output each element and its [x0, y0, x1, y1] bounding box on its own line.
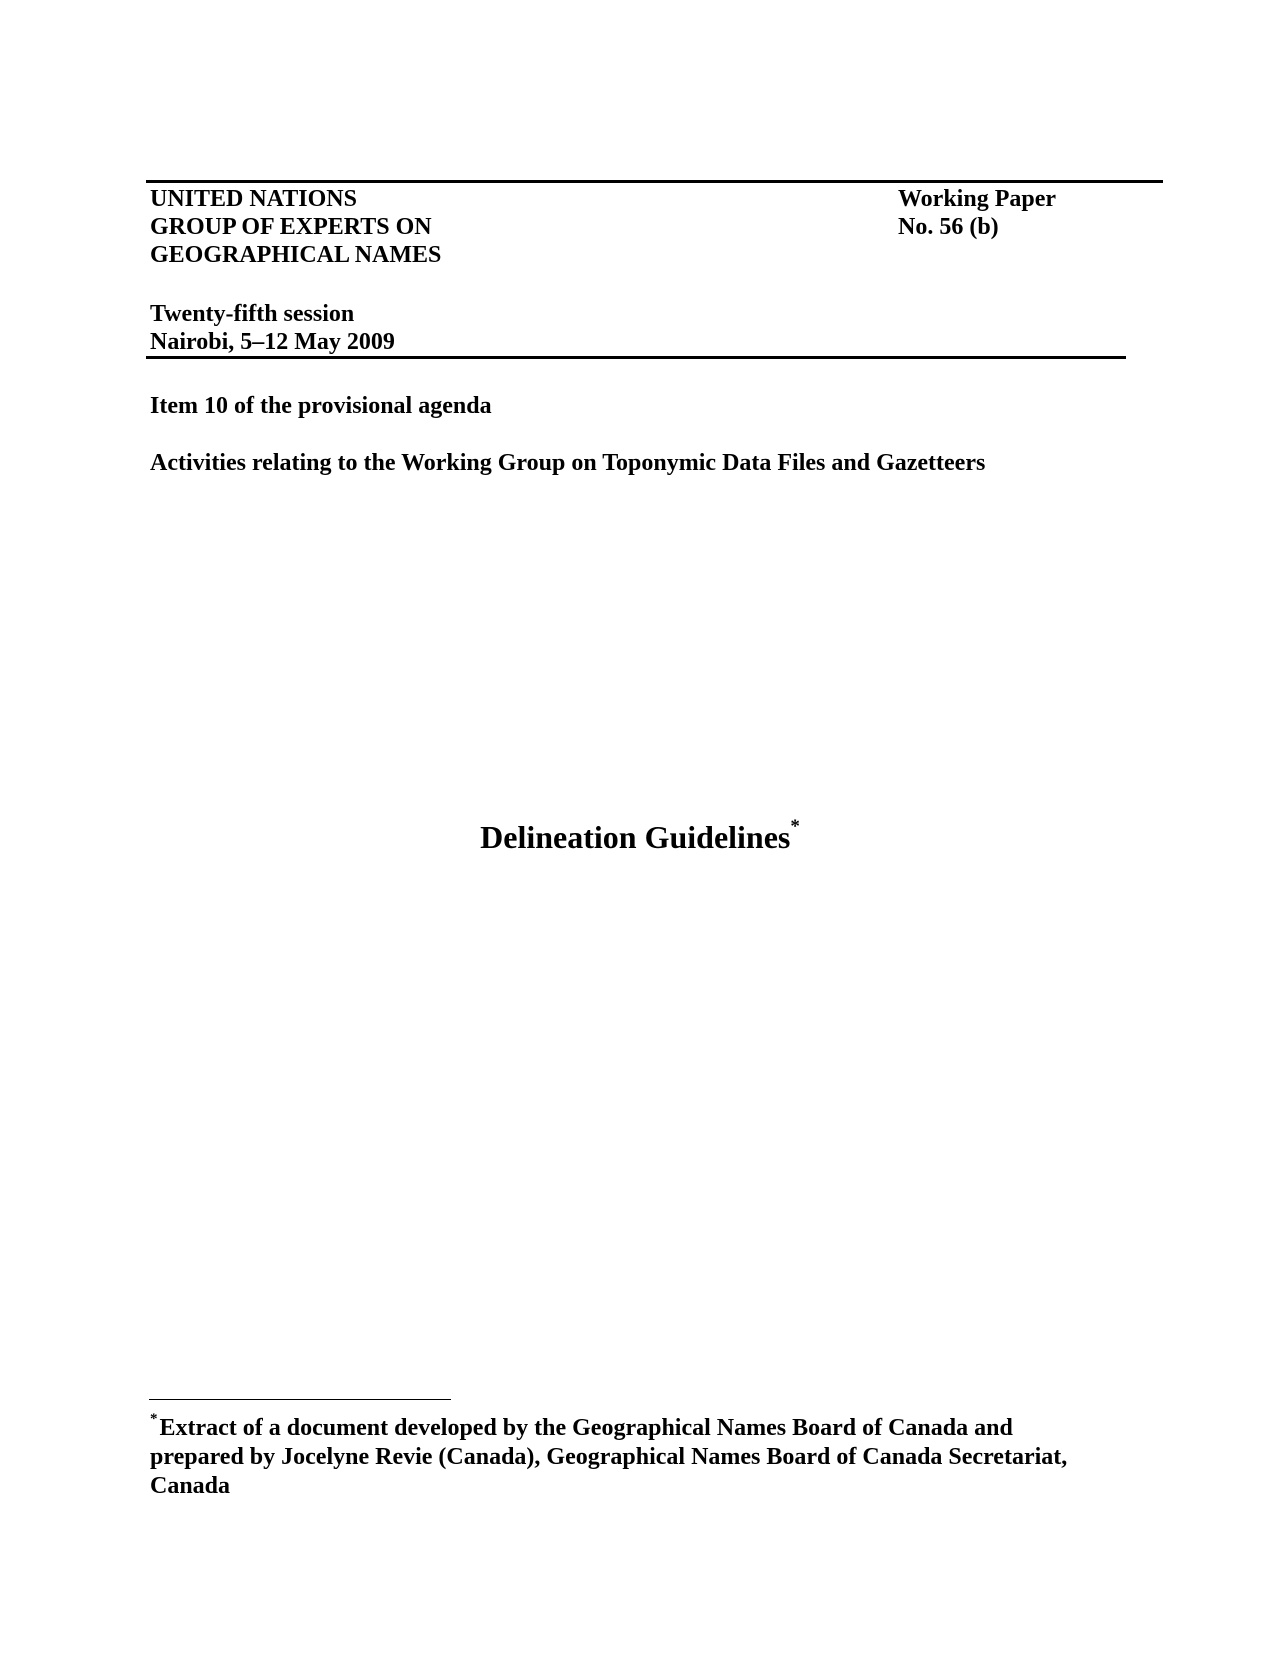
session-place-date: Nairobi, 5–12 May 2009	[150, 329, 395, 355]
footnote-line-2: prepared by Jocelyne Revie (Canada), Geographical Names Board of Canada Secretariat,	[150, 1444, 1068, 1470]
title-footnote-mark: *	[790, 816, 800, 838]
session-name: Twenty-fifth session	[150, 301, 355, 327]
working-paper-number	[898, 185, 1056, 241]
agenda-item: Item 10 of the provisional agenda	[150, 393, 492, 419]
working-paper-label: Working Paper	[898, 186, 1057, 212]
footnote-mark: *	[150, 1411, 158, 1427]
document-title	[0, 816, 1280, 855]
footnote-line-1	[150, 1411, 1067, 1443]
organization-heading	[150, 185, 441, 269]
header-top-rule	[146, 180, 1163, 183]
footnote-separator	[149, 1399, 451, 1400]
organization-line-2: GROUP OF EXPERTS ON	[150, 214, 432, 240]
session-info	[150, 300, 395, 356]
footnote-line-3: Canada	[150, 1473, 231, 1499]
header-bottom-rule	[146, 356, 1126, 359]
organization-line-1: UNITED NATIONS	[150, 186, 357, 212]
agenda-title: Activities relating to the Working Group on Toponymic Data Files and Gazetteers	[150, 450, 986, 476]
organization-line-3: GEOGRAPHICAL NAMES	[150, 242, 442, 268]
document-title-text: Delineation Guidelines	[480, 819, 791, 855]
paper-number: No. 56 (b)	[898, 214, 999, 240]
footnote	[150, 1411, 1068, 1501]
footnote-text-1: Extract of a document developed by the Geographical Names Board of Canada and	[159, 1415, 1013, 1441]
